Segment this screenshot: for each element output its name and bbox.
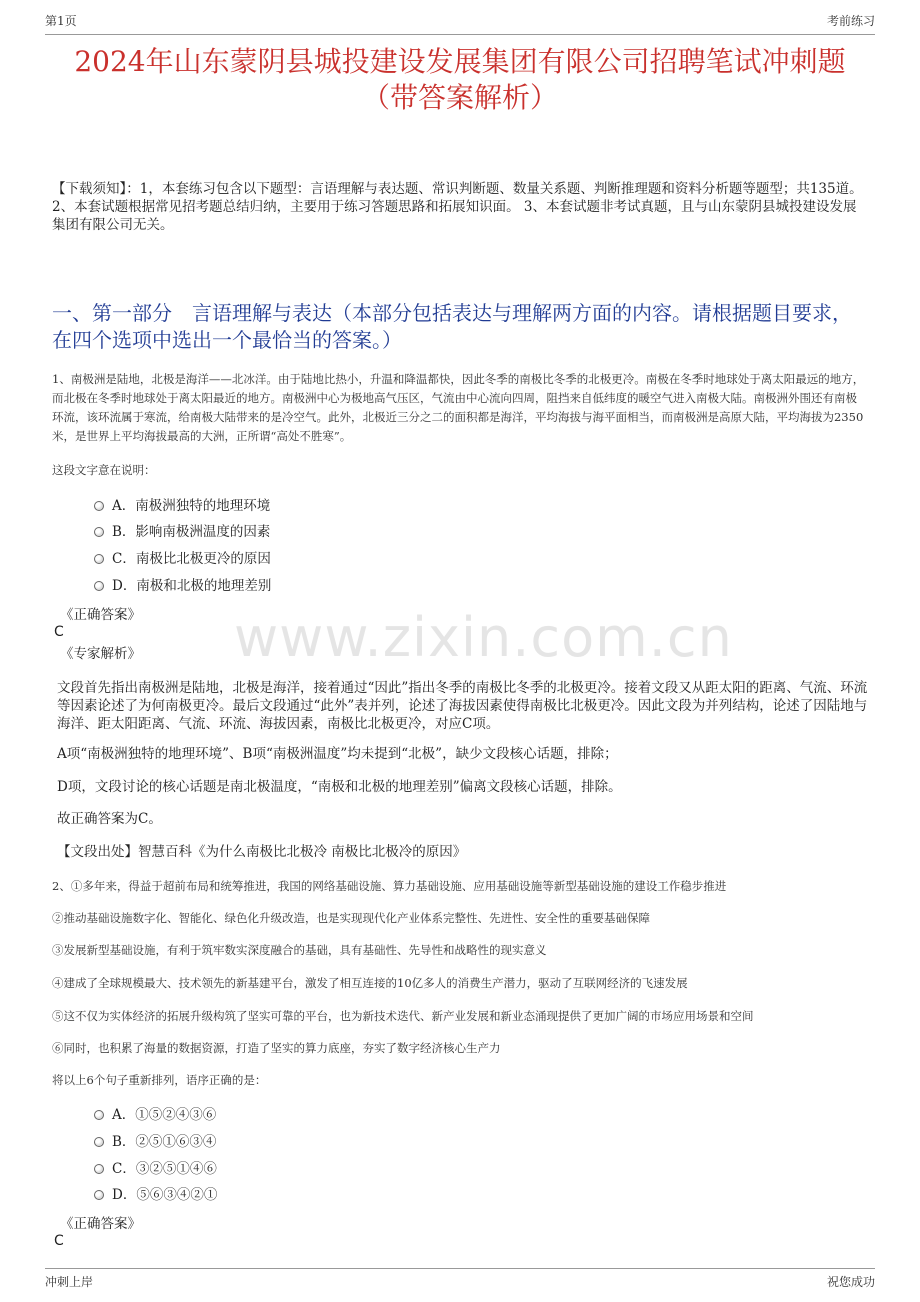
q1-option-a[interactable] — [94, 497, 270, 515]
option-label: D．南极和北极的地理差别 — [112, 578, 272, 594]
page-number: 第1页 — [45, 14, 77, 28]
section-heading: 一、第一部分 言语理解与表达（本部分包括表达与理解两方面的内容。请根据题目要求，在四个选项中选出一个最恰当的答案。） — [52, 301, 852, 352]
option-label: C．南极比北极更冷的原因 — [112, 551, 271, 567]
q1-analysis-para-4: 故正确答案为C。 — [57, 811, 162, 827]
option-label: C．③②⑤①④⑥ — [112, 1161, 217, 1177]
option-label: A．①⑤②④③⑥ — [112, 1107, 217, 1123]
q1-prompt: 这段文字意在说明： — [52, 463, 156, 477]
q2-sentence-6: ⑥同时，也积累了海量的数据资源，打造了坚实的算力底座，夯实了数字经济核心生产力 — [52, 1041, 501, 1055]
option-label: D．⑤⑥③④②① — [112, 1187, 218, 1203]
q2-sentence-1: 2、①多年来，得益于超前布局和统筹推进，我国的网络基础设施、算力基础设施、应用基础设施等新型基础设施的建设工作稳步推进 — [52, 879, 727, 893]
q2-prompt: 将以上6个句子重新排列，语序正确的是： — [52, 1073, 267, 1087]
q1-option-c[interactable] — [94, 550, 271, 568]
q1-option-b[interactable] — [94, 523, 270, 541]
q2-option-c[interactable] — [94, 1160, 217, 1178]
title-line-2: （带答案解析） — [361, 81, 558, 114]
radio-icon[interactable] — [94, 1137, 104, 1147]
q2-option-d[interactable] — [94, 1186, 217, 1204]
page-header — [45, 10, 875, 35]
radio-icon[interactable] — [94, 554, 104, 564]
radio-icon[interactable] — [94, 501, 104, 511]
q2-sentence-4: ④建成了全球规模最大、技术领先的新基建平台，激发了相互连接的10亿多人的消费生产潜力，驱动了互联网经济的飞速发展 — [52, 976, 688, 990]
q2-sentence-5: ⑤这不仅为实体经济的拓展升级构筑了坚实可靠的平台，也为新技术迭代、新产业发展和新业态涌现提供了更加广阔的市场应用场景和空间 — [52, 1009, 754, 1023]
radio-icon[interactable] — [94, 1164, 104, 1174]
radio-icon[interactable] — [94, 527, 104, 537]
option-label: A．南极洲独特的地理环境 — [112, 498, 271, 514]
q1-option-d[interactable] — [94, 577, 271, 595]
page-footer — [45, 1268, 875, 1293]
q2-option-a[interactable] — [94, 1106, 216, 1124]
q2-option-b[interactable] — [94, 1133, 216, 1151]
q2-sentence-2: ②推动基础设施数字化、智能化、绿色化升级改造，也是实现现代化产业体系完整性、先进性、安全性的重要基础保障 — [52, 911, 650, 925]
title-line-1: 2024年山东蒙阴县城投建设发展集团有限公司招聘笔试冲刺题 — [74, 45, 846, 78]
q1-analysis-para-2: A项“南极洲独特的地理环境”、B项“南极洲温度”均未提到“北极”，缺少文段核心话题，排除； — [57, 746, 618, 762]
footer-left: 冲刺上岸 — [45, 1275, 94, 1289]
q2-answer-label: 《正确答案》 — [60, 1216, 141, 1232]
option-label: B．影响南极洲温度的因素 — [112, 524, 271, 540]
footer-right: 祝您成功 — [826, 1275, 875, 1289]
watermark: www.zixin.com.cn — [234, 606, 733, 669]
q2-answer: C — [54, 1233, 64, 1249]
header-tag: 考前练习 — [826, 14, 875, 28]
q2-sentence-3: ③发展新型基础设施，有利于筑牢数实深度融合的基础，具有基础性、先导性和战略性的现实意义 — [52, 943, 547, 957]
doc-title — [40, 44, 880, 116]
q1-answer: C — [54, 624, 64, 640]
radio-icon[interactable] — [94, 581, 104, 591]
q1-stem: 1、南极洲是陆地，北极是海洋——北冰洋。由于陆地比热小，升温和降温都快，因此冬季的南极比冬季的北极更冷。南极在冬季时地球处于离太阳最远的地方，而北极在冬季时地球处于离太阳最近的地方。南极洲中心为极地高气压区，气流由中心流向四周，阻挡来自低纬度的暖空气进入南极大陆。南极洲外围还有南极环流，该环流属于寒流，给南极大陆带来的是冷空气。此外，北极近三分之二的面积都是海洋，平均海拔与海平面相当，而南极洲是高原大陆，平均海拔为2350米，是世界上平均海拔最高的大洲，正所谓“高处不胜寒”。 — [52, 372, 865, 443]
download-notice: 【下载须知】：1，本套练习包含以下题型：言语理解与表达题、常识判断题、数量关系题、判断推理题和资料分析题等题型；共135道。 2、本套试题根据常见招考题总结归纳，主要用于练习答题思路和拓展知识面。 3、本套试题非考试真题，且与山东蒙阴县城投建设发展集团有限公司无关。 — [52, 181, 863, 233]
q1-analysis-para-3: D项，文段讨论的核心话题是南北极温度，“南极和北极的地理差别”偏离文段核心话题，排除。 — [57, 779, 622, 795]
q1-source: 【文段出处】智慧百科《为什么南极比北极冷 南极比北极冷的原因》 — [57, 844, 467, 860]
q1-answer-label: 《正确答案》 — [60, 607, 141, 623]
radio-icon[interactable] — [94, 1190, 104, 1200]
option-label: B．②⑤①⑥③④ — [112, 1134, 217, 1150]
q1-analysis-label: 《专家解析》 — [60, 646, 141, 662]
radio-icon[interactable] — [94, 1110, 104, 1120]
q1-analysis-para-1: 文段首先指出南极洲是陆地，北极是海洋，接着通过“因此”指出冬季的南极比冬季的北极更冷。接着文段又从距太阳的距离、气流、环流等因素论述了为何南极更冷。最后文段通过“此外”表并列，论述了海拔因素使得南极比北极更冷。因此文段为并列结构，论述了因陆地与海洋、距太阳距离、气流、环流、海拔因素，南极比北极更冷，对应C项。 — [57, 680, 868, 732]
